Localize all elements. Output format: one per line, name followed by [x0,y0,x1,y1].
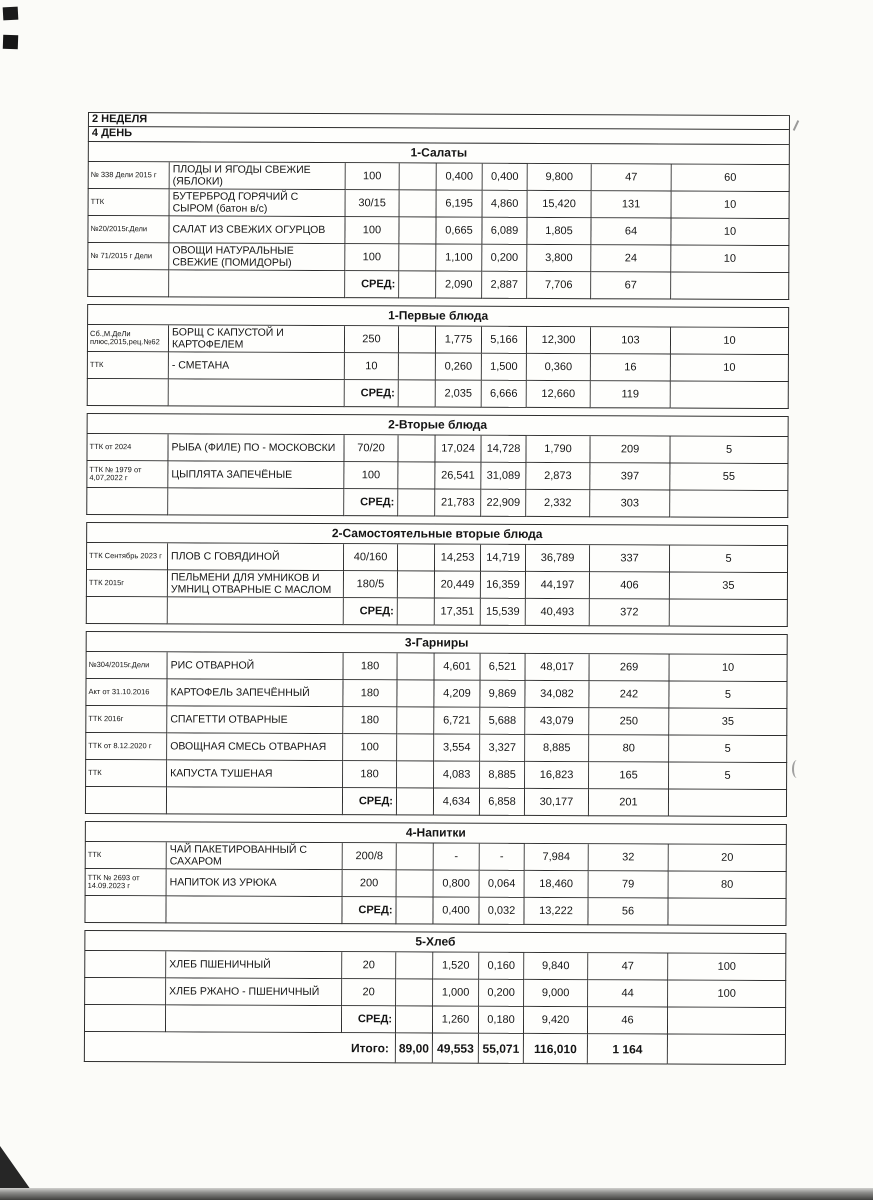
avg-label-cell: СРЕД: [342,1006,396,1033]
menu-document [84,112,790,1065]
avg-value-cell-2: 22,909 [481,490,526,517]
recipe-ref-cell: ТТК № 2693 от 14.09.2023 г [85,869,167,896]
dish-name-cell: ХЛЕБ РЖАНО - ПШЕНИЧНЫЙ [166,978,342,1006]
menu-row [84,951,786,981]
total-value-5 [668,1035,786,1066]
recipe-ref-cell [85,787,167,814]
value-cell-4: 80 [589,735,669,762]
recipe-ref-cell: № 338 Дели 2015 г [88,162,170,189]
menu-row [86,461,788,491]
value-cell-1: 6,721 [434,708,480,735]
portion-cell: 40/160 [344,544,398,571]
spare-cell [398,653,435,680]
portion-cell: 70/20 [344,435,398,462]
value-cell-3: 9,800 [528,164,592,191]
avg-value-cell-1: 21,783 [435,490,481,517]
spare-cell [397,734,434,761]
dish-name-cell [168,597,344,625]
recipe-ref-cell [84,978,166,1005]
value-cell-5: 10 [670,655,788,683]
scan-mark-top-2 [3,35,18,50]
value-cell-4: 103 [591,327,671,354]
portion-cell: 20 [342,979,396,1006]
menu-row [85,679,787,709]
value-cell-2: 5,166 [482,327,527,354]
menu-row [86,434,788,464]
menu-row [86,570,788,600]
spare-cell [398,462,435,489]
dish-name-cell [167,787,343,815]
avg-label-cell: СРЕД: [345,271,399,298]
dish-name-cell [166,896,342,924]
spare-cell [399,353,436,380]
avg-value-cell-5 [670,491,788,519]
value-cell-3: 1,805 [527,218,591,245]
value-cell-5: 10 [671,219,789,247]
avg-row [87,379,789,409]
recipe-ref-cell: №20/2015г.Дели [87,216,169,243]
dish-name-cell [168,488,344,516]
value-cell-2: 0,200 [482,245,527,272]
value-cell-4: 397 [590,463,670,490]
recipe-ref-cell: ТТК № 1979 от 4,07,2022 г [86,461,168,488]
spare-cell [397,707,434,734]
avg-value-cell-2: 6,858 [480,789,525,816]
dish-name-cell: БУТЕРБРОД ГОРЯЧИЙ С СЫРОМ (батон в/с) [170,189,346,217]
dish-name-cell: КАРТОФЕЛЬ ЗАПЕЧЁННЫЙ [167,679,343,707]
value-cell-1: 1,775 [436,327,482,354]
value-cell-1: 0,260 [436,354,482,381]
spare-cell [399,326,436,353]
menu-row [87,352,789,382]
recipe-ref-cell: № 71/2015 г Дели [87,243,169,270]
avg-row [85,787,787,817]
spare-cell [397,761,434,788]
value-cell-2: 1,500 [482,354,527,381]
dish-name-cell: ПЛОДЫ И ЯГОДЫ СВЕЖИЕ (ЯБЛОКИ) [170,162,346,190]
spare-cell [396,952,433,979]
spare-cell [397,788,434,815]
avg-row [84,896,786,926]
section-table [87,325,789,409]
avg-value-cell-2: 6,666 [482,381,527,408]
dish-name-cell: БОРЩ С КАПУСТОЙ И КАРТОФЕЛЕМ [169,325,345,353]
value-cell-3: 9,000 [524,980,588,1007]
menu-row [87,243,789,273]
section-table [86,434,788,518]
section-table [87,162,790,300]
value-cell-4: 47 [592,164,672,191]
avg-value-cell-1: 17,351 [435,599,481,626]
value-cell-3: 43,079 [525,708,589,735]
menu-row [85,869,787,899]
value-cell-5: 5 [669,763,787,791]
recipe-ref-cell: ТТК от 2024 [86,434,168,461]
portion-cell: 180 [343,680,397,707]
avg-row [84,1005,786,1035]
value-cell-3: 44,197 [526,572,590,599]
avg-label-cell: СРЕД: [345,380,399,407]
value-cell-5: 20 [669,845,787,873]
spare-cell [398,544,435,571]
value-cell-1: 4,083 [434,762,480,789]
recipe-ref-cell [87,379,169,406]
value-cell-4: 79 [589,871,669,898]
value-cell-1: 26,541 [435,463,481,490]
avg-value-cell-3: 9,420 [524,1007,588,1034]
value-cell-4: 337 [590,545,670,572]
value-cell-4: 44 [588,980,668,1007]
value-cell-4: 209 [590,436,670,463]
value-cell-3: 15,420 [528,191,592,218]
section-title: 5-Хлеб [84,930,786,954]
avg-label-cell: СРЕД: [342,897,396,924]
avg-value-cell-4: 46 [588,1007,668,1034]
total-value-2: 55,071 [479,1034,524,1064]
spare-cell [398,598,435,625]
avg-label-cell: СРЕД: [344,598,398,625]
recipe-ref-cell: ТТК 2016г [85,706,167,733]
value-cell-2: 8,885 [480,762,525,789]
dish-name-cell: ПЛОВ С ГОВЯДИНОЙ [168,543,344,571]
value-cell-1: 6,195 [437,191,483,218]
value-cell-5: 35 [669,709,787,737]
recipe-ref-cell [84,951,166,978]
recipe-ref-cell: ТТК [88,189,170,216]
value-cell-1: 14,253 [435,545,481,572]
value-cell-5: 5 [670,437,788,465]
avg-value-cell-1: 2,035 [436,381,482,408]
value-cell-3: 0,360 [527,354,591,381]
value-cell-4: 16 [591,354,671,381]
value-cell-2: - [480,844,525,871]
value-cell-5: 10 [672,192,790,220]
menu-row [85,842,787,872]
spare-cell [400,163,437,190]
value-cell-2: 0,200 [479,980,524,1007]
value-cell-5: 5 [670,546,788,574]
value-cell-5: 60 [672,165,790,193]
spare-cell [399,380,436,407]
portion-cell: 200 [343,870,397,897]
value-cell-2: 9,869 [480,681,525,708]
value-cell-5: 100 [668,954,786,982]
recipe-ref-cell: ТТК [85,842,167,869]
avg-value-cell-2: 0,032 [479,898,524,925]
value-cell-4: 165 [589,762,669,789]
week-label: 2 НЕДЕЛЯ [89,113,789,130]
value-cell-1: 3,554 [434,735,480,762]
total-row [84,1032,786,1065]
value-cell-3: 2,873 [526,463,590,490]
scan-pen-arc [792,760,802,778]
portion-cell: 10 [345,353,399,380]
dish-name-cell: ОВОЩНАЯ СМЕСЬ ОТВАРНАЯ [167,733,343,761]
value-cell-3: 8,885 [525,735,589,762]
avg-value-cell-3: 12,660 [527,381,591,408]
dish-name-cell: САЛАТ ИЗ СВЕЖИХ ОГУРЦОВ [169,216,345,244]
value-cell-3: 48,017 [526,654,590,681]
recipe-ref-cell [86,488,168,515]
recipe-ref-cell: Сб.,М.ДеЛи плюс,2015,рец.№62 [87,325,169,352]
spare-cell [399,271,436,298]
section-title: 1-Салаты [88,141,790,165]
dish-name-cell: ЧАЙ ПАКЕТИРОВАННЫЙ С САХАРОМ [167,842,343,870]
avg-value-cell-4: 119 [591,381,671,408]
spare-cell [396,1006,433,1033]
menu-row [85,733,787,763]
value-cell-2: 6,521 [481,654,526,681]
recipe-ref-cell: ТТК [85,760,167,787]
portion-cell: 180 [344,653,398,680]
avg-value-cell-1: 2,090 [436,272,482,299]
avg-value-cell-1: 1,260 [433,1007,479,1034]
total-label: Итого: [84,1032,396,1063]
week-day-header [88,112,790,145]
section-title: 2-Вторые блюда [87,413,789,437]
value-cell-5: 10 [671,355,789,383]
section-table [86,543,788,627]
recipe-ref-cell: ТТК [87,352,169,379]
dish-name-cell [166,1005,342,1033]
value-cell-2: 31,089 [481,463,526,490]
dish-name-cell: КАПУСТА ТУШЕНАЯ [167,760,343,788]
avg-value-cell-3: 30,177 [525,789,589,816]
dish-name-cell: ХЛЕБ ПШЕНИЧНЫЙ [166,951,342,979]
value-cell-1: 0,665 [436,218,482,245]
portion-cell: 100 [344,462,398,489]
total-weight: 89,00 [396,1033,433,1063]
section-title: 4-Напитки [85,821,787,845]
portion-cell: 180 [343,761,397,788]
value-cell-5: 10 [671,328,789,356]
avg-value-cell-3: 7,706 [527,272,591,299]
avg-value-cell-2: 15,539 [481,599,526,626]
section-table [84,951,786,1035]
avg-value-cell-3: 2,332 [526,490,590,517]
menu-row [87,216,789,246]
value-cell-3: 12,300 [527,327,591,354]
menu-row [86,652,788,682]
recipe-ref-cell [84,896,166,923]
value-cell-5: 80 [669,872,787,900]
value-cell-5: 5 [669,682,787,710]
value-cell-3: 34,082 [525,681,589,708]
menu-row [87,325,789,355]
avg-label-cell: СРЕД: [343,788,397,815]
scan-pen-tick [793,120,799,131]
value-cell-2: 16,359 [481,572,526,599]
avg-value-cell-5 [671,382,789,410]
value-cell-3: 16,823 [525,762,589,789]
section-table [85,652,788,817]
value-cell-5: 55 [670,464,788,492]
value-cell-1: 0,400 [437,164,483,191]
menu-sections [84,141,790,1035]
portion-cell: 20 [342,952,396,979]
spare-cell [396,979,433,1006]
value-cell-5: 100 [668,981,786,1009]
value-cell-2: 4,860 [483,191,528,218]
avg-value-cell-1: 4,634 [434,789,480,816]
total-value-1: 49,553 [433,1034,479,1064]
recipe-ref-cell: №304/2015г.Дели [86,652,168,679]
portion-cell: 100 [345,217,399,244]
avg-value-cell-4: 303 [590,490,670,517]
total-value-4: 1 164 [588,1034,668,1064]
dish-name-cell: - СМЕТАНА [169,352,345,380]
scan-mark-top-1 [3,7,19,21]
scan-bottom-edge [0,1188,873,1200]
spare-cell [398,571,435,598]
dish-name-cell: ПЕЛЬМЕНИ ДЛЯ УМНИКОВ И УМНИЦ ОТВАРНЫЕ С МАСЛОМ [168,570,344,598]
dish-name-cell: РИС ОТВАРНОЙ [168,652,344,680]
dish-name-cell [169,270,345,298]
spare-cell [397,870,434,897]
avg-row [86,597,788,627]
spare-cell [398,489,435,516]
value-cell-1: 0,800 [434,871,480,898]
avg-value-cell-5 [668,1008,786,1036]
menu-row [88,189,790,219]
value-cell-1: 20,449 [435,572,481,599]
avg-value-cell-2: 0,180 [479,1007,524,1034]
portion-cell: 100 [343,734,397,761]
value-cell-3: 36,789 [526,545,590,572]
value-cell-4: 64 [591,218,671,245]
menu-row [84,978,786,1008]
value-cell-1: 4,209 [434,681,480,708]
total-value-3: 116,010 [524,1034,588,1064]
value-cell-3: 9,840 [524,953,588,980]
dish-name-cell: ЦЫПЛЯТА ЗАПЕЧЁНЫЕ [168,461,344,489]
avg-value-cell-1: 0,400 [433,898,479,925]
avg-value-cell-5 [669,790,787,818]
value-cell-1: 1,100 [436,245,482,272]
section-title: 1-Первые блюда [87,304,789,328]
recipe-ref-cell: ТТК 2015г [86,570,168,597]
spare-cell [397,680,434,707]
value-cell-3: 7,984 [525,844,589,871]
menu-row [88,162,790,192]
recipe-ref-cell: ТТК от 8.12.2020 г [85,733,167,760]
dish-name-cell: ОВОЩИ НАТУРАЛЬНЫЕ СВЕЖИЕ (ПОМИДОРЫ) [169,243,345,271]
spare-cell [400,190,437,217]
portion-cell: 250 [345,326,399,353]
value-cell-4: 269 [590,654,670,681]
value-cell-2: 0,064 [480,871,525,898]
section-table [84,842,786,926]
value-cell-1: - [434,844,480,871]
dish-name-cell: СПАГЕТТИ ОТВАРНЫЕ [167,706,343,734]
menu-row [85,706,787,736]
day-label: 4 ДЕНЬ [91,127,133,140]
value-cell-2: 0,400 [483,164,528,191]
recipe-ref-cell: ТТК Сентябрь 2023 г [86,543,168,570]
value-cell-2: 14,719 [481,545,526,572]
value-cell-1: 4,601 [435,654,481,681]
value-cell-3: 3,800 [527,245,591,272]
value-cell-2: 6,089 [482,218,527,245]
value-cell-2: 5,688 [480,708,525,735]
portion-cell: 180/5 [344,571,398,598]
avg-value-cell-3: 40,493 [526,599,590,626]
value-cell-1: 1,000 [433,980,479,1007]
avg-value-cell-4: 56 [588,898,668,925]
value-cell-3: 1,790 [526,436,590,463]
value-cell-1: 1,520 [433,953,479,980]
section-title: 2-Самостоятельные вторые блюда [86,522,788,546]
value-cell-5: 5 [669,736,787,764]
spare-cell [399,217,436,244]
menu-row [86,543,788,573]
avg-value-cell-4: 67 [591,272,671,299]
value-cell-4: 250 [589,708,669,735]
avg-value-cell-5 [670,600,788,628]
value-cell-5: 35 [670,573,788,601]
spare-cell [399,244,436,271]
spare-cell [396,897,433,924]
avg-label-cell: СРЕД: [344,489,398,516]
portion-cell: 100 [345,244,399,271]
recipe-ref-cell [86,597,168,624]
value-cell-2: 14,728 [481,436,526,463]
value-cell-3: 18,460 [525,871,589,898]
recipe-ref-cell [87,270,169,297]
avg-value-cell-5 [671,273,789,301]
avg-value-cell-4: 201 [589,789,669,816]
value-cell-2: 0,160 [479,953,524,980]
value-cell-4: 24 [591,245,671,272]
portion-cell: 30/15 [346,190,400,217]
dish-name-cell: НАПИТОК ИЗ УРЮКА [167,869,343,897]
value-cell-1: 17,024 [435,436,481,463]
value-cell-4: 131 [592,191,672,218]
value-cell-2: 3,327 [480,735,525,762]
dish-name-cell: РЫБА (ФИЛЕ) ПО - МОСКОВСКИ [168,434,344,462]
value-cell-5: 10 [671,246,789,274]
value-cell-4: 32 [589,844,669,871]
value-cell-4: 47 [588,953,668,980]
portion-cell: 100 [346,163,400,190]
recipe-ref-cell [84,1005,166,1032]
value-cell-4: 242 [589,681,669,708]
recipe-ref-cell: Акт от 31.10.2016 [85,679,167,706]
spare-cell [397,843,434,870]
menu-row [85,760,787,790]
avg-row [86,488,788,518]
value-cell-4: 406 [590,572,670,599]
section-title: 3-Гарниры [86,631,788,655]
portion-cell: 200/8 [343,843,397,870]
spare-cell [398,435,435,462]
avg-value-cell-3: 13,222 [524,898,588,925]
dish-name-cell [169,379,345,407]
avg-value-cell-4: 372 [590,599,670,626]
avg-value-cell-5 [668,899,786,927]
avg-value-cell-2: 2,887 [482,272,527,299]
avg-row [87,270,789,300]
portion-cell: 180 [343,707,397,734]
